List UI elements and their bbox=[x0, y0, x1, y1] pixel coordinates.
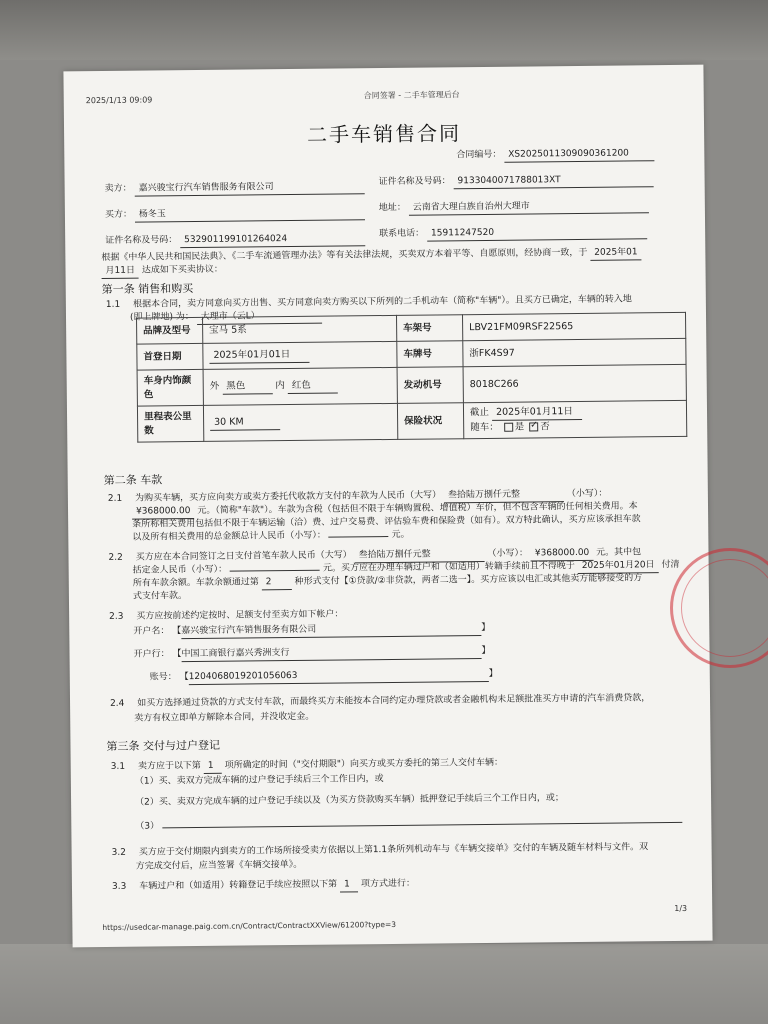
clause-2-4-line2: 卖方有权立即单方解除本合同，并没收定金。 bbox=[134, 711, 315, 724]
seller-id: 9133040071788013XT bbox=[453, 173, 653, 189]
mileage-value: 30 KM bbox=[210, 415, 280, 430]
plate-label: 车牌号 bbox=[397, 341, 463, 368]
buyer-id-label: 证件名称及号码： bbox=[105, 235, 178, 246]
yes-label: 是 bbox=[514, 421, 525, 433]
contract-title: 二手车销售合同 bbox=[306, 121, 462, 147]
bank-holder-label: 开户名： bbox=[133, 626, 170, 637]
intro-text-2: 达成如下买卖协议： bbox=[141, 264, 223, 276]
delivery-option-1: （1）买、卖双方完成车辆的过户登记手续后三个工作日内，或 bbox=[134, 774, 384, 787]
clause-3-2 bbox=[112, 841, 649, 860]
plate-value: 浙FK4S97 bbox=[463, 338, 686, 366]
clause-text: 如买方选择通过贷款的方式支付车款，而最终买方未能按本合同约定办理贷款或者金融机构未足额批准买方申请的汽车消费贷款， bbox=[137, 693, 651, 709]
insurance-label: 保险状况 bbox=[397, 403, 463, 440]
intro-date-a: 2025年01 bbox=[590, 246, 642, 261]
clause-text: 项所确定的时间（"交付期限"）向买方或买方委托的第三人交付车辆： bbox=[224, 757, 503, 771]
pay-method-no: 2 bbox=[262, 576, 292, 590]
clause-num: 2.3 bbox=[109, 611, 124, 622]
phone-label: 联系电话： bbox=[379, 228, 425, 240]
no-label: 否 bbox=[540, 421, 550, 433]
first-payment-small: ¥368000.00 bbox=[531, 547, 594, 562]
clause-text: 括定金人民币（小写）： bbox=[132, 564, 228, 576]
seller-label: 卖方： bbox=[104, 183, 132, 194]
buyer-name: 杨冬玉 bbox=[135, 206, 365, 222]
transfer-city: 大理市（云L） bbox=[197, 310, 322, 325]
clause-2-1-line4 bbox=[132, 529, 409, 545]
clause-text: 元。其中包 bbox=[596, 547, 642, 558]
buyer-id: 532901199101264024 bbox=[180, 232, 365, 248]
bank-name: 中国工商银行嘉兴秀洲支行 bbox=[181, 645, 481, 662]
address: 云南省大理白族自治州大理市 bbox=[409, 199, 649, 216]
reg-date-value: 2025年01月01日 bbox=[209, 348, 309, 364]
price-small: ¥368000.00 bbox=[132, 505, 195, 520]
background-bottom bbox=[0, 944, 768, 1024]
clause-text: 根据本合同，卖方同意向买方出售、买方同意向卖方购买以下所列的二手机动车（简称"车辆"）。且买方已确定，车辆的转入地 bbox=[133, 294, 632, 310]
clause-text: 元。买方应在办理车辆过户和（如适用）转籍手续前且不得晚于 bbox=[322, 561, 575, 574]
no-checkbox[interactable] bbox=[529, 422, 538, 431]
contract-paper bbox=[63, 65, 712, 948]
phone-row bbox=[379, 225, 647, 242]
clause-2-4 bbox=[110, 692, 650, 711]
buyer-row bbox=[105, 206, 365, 223]
clause-num: 2.1 bbox=[107, 493, 123, 504]
clause-num: 2.4 bbox=[110, 698, 125, 709]
with-car-label: 随车： bbox=[470, 421, 499, 434]
insurance-until: 2025年01月11日 bbox=[492, 405, 582, 421]
total-small bbox=[329, 536, 389, 538]
small-label: （小写）： bbox=[566, 488, 608, 500]
bank-holder-row: 开户名： 【嘉兴骏宝行汽车销售服务有限公司 】 bbox=[133, 622, 490, 640]
option-num: （3） bbox=[135, 821, 160, 832]
print-site-title: 合同签署 - 二手车管理后台 bbox=[363, 90, 460, 101]
seller-id-label: 证件名称及号码： bbox=[378, 176, 451, 188]
clause-text: 买方应于交付期限内到卖方的工作场所接受卖方依据以上第1.1条所列机动车与《车辆交接单》交付的车辆及随车材料与文件。双 bbox=[138, 842, 649, 858]
yes-checkbox[interactable] bbox=[504, 423, 513, 432]
background-top bbox=[0, 0, 768, 60]
account-row: 账号： 【1204068019201056063 】 bbox=[150, 668, 498, 686]
clause-3-3 bbox=[112, 878, 415, 895]
account-number: 1204068019201056063 bbox=[189, 668, 489, 685]
brand-label: 品牌及型号 bbox=[137, 317, 203, 344]
section-2-heading: 第二条 车款 bbox=[103, 473, 163, 487]
outer-prefix: 外 bbox=[209, 380, 220, 392]
contract-number-label: 合同编号： bbox=[456, 149, 502, 161]
intro-line-1 bbox=[101, 246, 641, 266]
table-row bbox=[137, 400, 686, 442]
clause-num: 2.2 bbox=[108, 552, 123, 563]
outer-color: 黑色 bbox=[222, 379, 272, 394]
table-row bbox=[137, 364, 686, 406]
section-1-heading: 第一条 销售和购买 bbox=[101, 282, 194, 296]
yuan-label: 元。 bbox=[391, 529, 410, 540]
clause-num: 3.1 bbox=[110, 761, 126, 772]
vin-label: 车架号 bbox=[397, 315, 463, 342]
reg-date-label: 首登日期 bbox=[137, 343, 203, 370]
insurance-cell bbox=[463, 400, 686, 438]
bank-label: 开户行： bbox=[133, 649, 170, 660]
buyer-id-row bbox=[105, 232, 365, 249]
clause-text: (即上牌地) 为： bbox=[129, 312, 194, 323]
color-cell bbox=[203, 367, 397, 405]
delivery-option-2: （2）买、卖双方完成车辆的过户登记手续以及（为买方贷款购买车辆）抵押登记手续后三个工作日内，或； bbox=[135, 793, 564, 808]
clause-text: 种形式支付【①贷款/②非贷款，两者二选一】。买方应该以电汇或其他卖方能够接受的方 bbox=[294, 573, 643, 587]
delivery-option-3 bbox=[135, 815, 682, 834]
seller-name: 嘉兴骏宝行汽车销售服务有限公司 bbox=[134, 180, 364, 196]
page-number: 1/3 bbox=[674, 903, 688, 914]
vehicle-info-table bbox=[136, 312, 687, 443]
mileage-cell bbox=[203, 403, 397, 441]
reg-date-cell bbox=[203, 341, 397, 369]
inner-prefix: 内 bbox=[275, 380, 285, 392]
option-3-blank bbox=[162, 822, 682, 828]
price-upper: 叁拾陆万捌仟元整 bbox=[444, 488, 564, 503]
brand-value: 宝马 5系 bbox=[203, 315, 397, 343]
intro-line-2 bbox=[101, 264, 222, 279]
address-row bbox=[379, 199, 649, 216]
section-3-heading: 第三条 交付与过户登记 bbox=[106, 738, 221, 753]
engine-label: 发动机号 bbox=[397, 367, 463, 404]
small-label: （小写）： bbox=[487, 548, 529, 559]
contract-number: XS2025011309090361200 bbox=[504, 147, 654, 163]
clause-text: 所有车款余额。车款余额通过第 bbox=[132, 577, 259, 589]
intro-date-b: 月11日 bbox=[101, 265, 139, 279]
clause-text: 以及所有相关费用的总金额总计人民币（小写）： bbox=[132, 530, 326, 543]
contract-number-row bbox=[456, 147, 654, 163]
clause-text: 卖方应于以下第 bbox=[137, 760, 201, 772]
vin-value: LBV21FM09RSF22565 bbox=[463, 312, 686, 340]
clause-2-3 bbox=[109, 608, 343, 623]
clause-3-1 bbox=[111, 757, 503, 775]
deposit-amount bbox=[230, 570, 320, 572]
phone: 15911247520 bbox=[427, 225, 647, 241]
clause-text: 项方式进行： bbox=[360, 878, 415, 890]
bank-row: 开户行： 【中国工商银行嘉兴秀洲支行 】 bbox=[133, 645, 490, 663]
mileage-label: 里程表公里数 bbox=[137, 405, 203, 442]
color-label: 车身内饰颜色 bbox=[137, 369, 203, 406]
address-label: 地址： bbox=[378, 202, 406, 214]
footer-url: https://usedcar-manage.paig.com.cn/Contract/ContractXXView/61200?type=3 bbox=[102, 919, 397, 933]
clause-3-2-line2: 方完成交付后，应当签署《车辆交接单》。 bbox=[135, 859, 303, 872]
buyer-label: 买方： bbox=[104, 209, 133, 220]
transfer-option: 1 bbox=[340, 878, 358, 892]
clause-text: 买方应按前述约定按时、足额支付至卖方如下帐户： bbox=[136, 609, 344, 622]
clause-num: 3.3 bbox=[111, 881, 127, 892]
account-label: 账号： bbox=[149, 672, 177, 683]
engine-value: 8018C266 bbox=[463, 364, 686, 402]
bank-holder: 嘉兴骏宝行汽车销售服务有限公司 bbox=[181, 622, 481, 639]
clause-2-2-line4: 式支付车款。 bbox=[132, 591, 188, 602]
clause-text: 元。（简称"车款"）。车款为含税（包括但不限于车辆购置税、增值税）车价，但不包含车辆的任何相关费用。本 bbox=[197, 501, 638, 516]
clause-2-1-line3: 条所称相关费用包括但不限于车辆运输（洽）费、过户交易费、评估验车费和保险费（如有）。双方特此确认，买方应该承担车款 bbox=[132, 514, 641, 530]
clause-num: 1.1 bbox=[105, 299, 121, 310]
insurance-until-prefix: 截止 bbox=[469, 407, 490, 419]
clause-text: 车辆过户和（如适用）转籍登记手续应按照以下第 bbox=[139, 879, 338, 892]
delivery-option: 1 bbox=[204, 760, 222, 774]
first-payment-upper: 叁拾陆万捌仟元整 bbox=[355, 548, 485, 563]
payment-deadline: 2025年01月20日 bbox=[578, 559, 659, 574]
print-datetime: 2025/1/13 09:09 bbox=[85, 95, 153, 106]
clause-text: 买方应在本合同签订之日支付首笔车款人民币（大写） bbox=[135, 550, 352, 563]
seller-row bbox=[105, 180, 365, 197]
intro-text: 根据《中华人民共和国民法典》、《二手车流通管理办法》等有关法律法规，买卖双方本着平等、自愿原则，经协商一致，于 bbox=[101, 247, 588, 263]
clause-num: 3.2 bbox=[111, 847, 126, 858]
clause-text: 为购买车辆，买方应向卖方或卖方委托代收款方支付的车款为人民币（大写） bbox=[135, 490, 442, 504]
inner-color: 红色 bbox=[288, 379, 338, 394]
seller-id-row bbox=[379, 173, 654, 190]
clause-text: 付清 bbox=[661, 559, 680, 571]
